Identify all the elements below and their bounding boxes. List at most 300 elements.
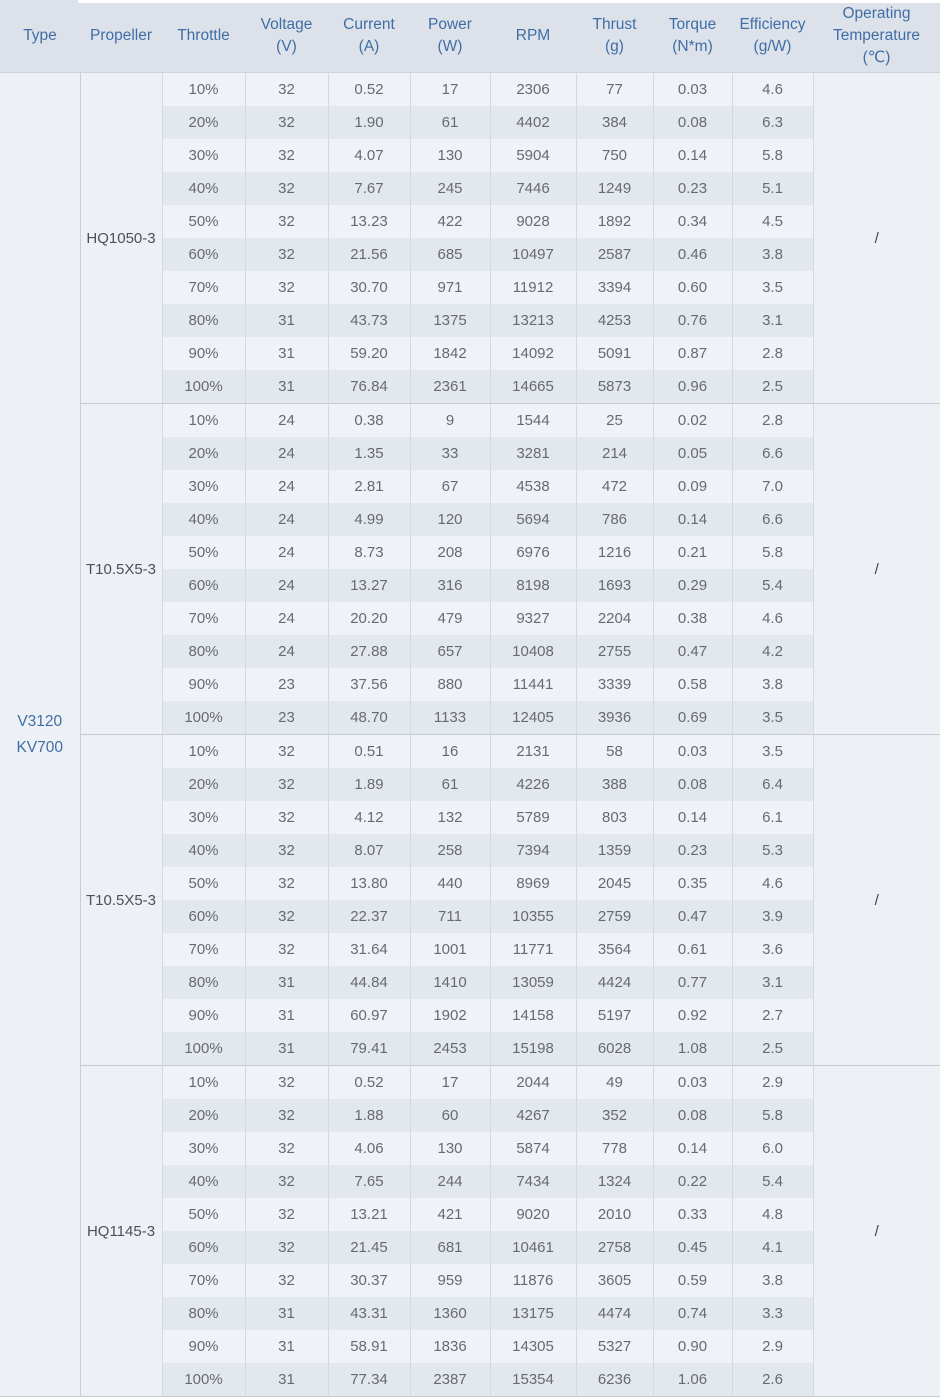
cell-throttle: 30% [162,139,245,172]
cell-current: 0.51 [328,735,410,769]
cell-rpm: 6976 [490,536,576,569]
cell-efficiency: 2.7 [732,999,813,1032]
header-row [0,0,940,73]
cell-voltage: 32 [245,867,328,900]
cell-voltage: 32 [245,172,328,205]
cell-efficiency: 2.8 [732,337,813,370]
cell-voltage: 32 [245,1099,328,1132]
cell-throttle: 60% [162,900,245,933]
cell-torque: 0.08 [653,1099,732,1132]
cell-efficiency: 6.3 [732,106,813,139]
cell-rpm: 11441 [490,668,576,701]
cell-efficiency: 5.8 [732,1099,813,1132]
column-header-line: (V) [276,38,297,55]
cell-throttle: 50% [162,205,245,238]
cell-torque: 0.35 [653,867,732,900]
cell-voltage: 32 [245,834,328,867]
cell-voltage: 32 [245,238,328,271]
cell-throttle: 50% [162,536,245,569]
cell-power: 681 [410,1231,490,1264]
cell-efficiency: 3.8 [732,668,813,701]
cell-torque: 0.69 [653,701,732,735]
cell-rpm: 4267 [490,1099,576,1132]
column-header-rpm [490,0,576,73]
column-header-line: (g/W) [753,38,792,55]
cell-thrust: 1324 [576,1165,653,1198]
cell-voltage: 32 [245,1231,328,1264]
column-header-line: (A) [358,38,380,55]
cell-throttle: 30% [162,801,245,834]
cell-rpm: 9020 [490,1198,576,1231]
cell-thrust: 2587 [576,238,653,271]
cell-thrust: 214 [576,437,653,470]
cell-power: 316 [410,569,490,602]
cell-voltage: 31 [245,370,328,404]
cell-thrust: 49 [576,1066,653,1100]
column-header-line: (℃) [862,49,891,66]
cell-voltage: 24 [245,503,328,536]
cell-rpm: 15354 [490,1363,576,1397]
cell-thrust: 1359 [576,834,653,867]
column-header-line: Thrust [592,16,637,33]
cell-thrust: 77 [576,73,653,107]
cell-efficiency: 3.5 [732,735,813,769]
cell-voltage: 31 [245,1297,328,1330]
cell-thrust: 352 [576,1099,653,1132]
cell-current: 79.41 [328,1032,410,1066]
cell-efficiency: 4.1 [732,1231,813,1264]
cell-efficiency: 3.3 [732,1297,813,1330]
cell-voltage: 32 [245,768,328,801]
cell-throttle: 10% [162,73,245,107]
cell-efficiency: 3.1 [732,966,813,999]
cell-thrust: 3339 [576,668,653,701]
cell-voltage: 31 [245,1032,328,1066]
cell-thrust: 2010 [576,1198,653,1231]
cell-voltage: 32 [245,1165,328,1198]
cell-current: 44.84 [328,966,410,999]
column-header-power [410,0,490,73]
cell-current: 8.07 [328,834,410,867]
cell-torque: 0.46 [653,238,732,271]
cell-power: 959 [410,1264,490,1297]
cell-efficiency: 4.5 [732,205,813,238]
cell-current: 58.91 [328,1330,410,1363]
cell-efficiency: 2.9 [732,1330,813,1363]
cell-thrust: 2204 [576,602,653,635]
cell-voltage: 32 [245,106,328,139]
cell-power: 1133 [410,701,490,735]
column-header-line: (N*m) [672,38,713,55]
cell-thrust: 1216 [576,536,653,569]
cell-thrust: 786 [576,503,653,536]
cell-torque: 0.87 [653,337,732,370]
cell-throttle: 100% [162,1032,245,1066]
cell-current: 0.52 [328,73,410,107]
cell-efficiency: 2.6 [732,1363,813,1397]
cell-current: 4.06 [328,1132,410,1165]
cell-current: 1.90 [328,106,410,139]
cell-voltage: 31 [245,999,328,1032]
cell-rpm: 10355 [490,900,576,933]
column-header-torque [653,0,732,73]
cell-rpm: 9028 [490,205,576,238]
cell-current: 30.70 [328,271,410,304]
cell-thrust: 472 [576,470,653,503]
column-header-type [0,0,80,73]
cell-rpm: 15198 [490,1032,576,1066]
cell-current: 8.73 [328,536,410,569]
table-row [0,404,940,438]
cell-power: 61 [410,768,490,801]
column-header-voltage [245,0,328,73]
cell-power: 1375 [410,304,490,337]
cell-current: 2.81 [328,470,410,503]
cell-thrust: 3394 [576,271,653,304]
cell-torque: 0.03 [653,73,732,107]
cell-rpm: 11771 [490,933,576,966]
cell-torque: 0.14 [653,801,732,834]
cell-current: 4.07 [328,139,410,172]
cell-efficiency: 6.0 [732,1132,813,1165]
cell-throttle: 50% [162,867,245,900]
cell-current: 13.80 [328,867,410,900]
cell-power: 1001 [410,933,490,966]
cell-efficiency: 4.2 [732,635,813,668]
cell-current: 13.23 [328,205,410,238]
cell-efficiency: 6.4 [732,768,813,801]
column-header-propeller [80,0,162,73]
cell-throttle: 10% [162,404,245,438]
cell-power: 130 [410,139,490,172]
cell-power: 479 [410,602,490,635]
cell-throttle: 20% [162,1099,245,1132]
cell-thrust: 58 [576,735,653,769]
cell-power: 422 [410,205,490,238]
cell-throttle: 30% [162,1132,245,1165]
cell-rpm: 2044 [490,1066,576,1100]
cell-power: 245 [410,172,490,205]
cell-current: 1.89 [328,768,410,801]
cell-rpm: 10408 [490,635,576,668]
cell-torque: 0.23 [653,834,732,867]
column-header-line: Propeller [89,27,153,44]
cell-throttle: 80% [162,304,245,337]
column-header-line: Current [343,16,395,33]
cell-voltage: 23 [245,701,328,735]
cell-rpm: 13059 [490,966,576,999]
propeller-cell: HQ1145-3 [80,1066,162,1397]
cell-rpm: 5694 [490,503,576,536]
cell-torque: 0.02 [653,404,732,438]
cell-thrust: 5873 [576,370,653,404]
cell-thrust: 2755 [576,635,653,668]
cell-power: 130 [410,1132,490,1165]
cell-rpm: 14092 [490,337,576,370]
cell-thrust: 3605 [576,1264,653,1297]
cell-torque: 0.92 [653,999,732,1032]
cell-power: 1902 [410,999,490,1032]
cell-current: 13.27 [328,569,410,602]
cell-current: 1.88 [328,1099,410,1132]
column-header-line: RPM [515,27,551,44]
cell-throttle: 70% [162,271,245,304]
column-header-efficiency [732,0,813,73]
cell-torque: 0.03 [653,1066,732,1100]
cell-rpm: 7434 [490,1165,576,1198]
cell-power: 880 [410,668,490,701]
cell-torque: 0.47 [653,635,732,668]
cell-current: 30.37 [328,1264,410,1297]
cell-torque: 0.45 [653,1231,732,1264]
cell-power: 971 [410,271,490,304]
cell-throttle: 80% [162,1297,245,1330]
cell-torque: 0.38 [653,602,732,635]
cell-power: 16 [410,735,490,769]
cell-voltage: 31 [245,1363,328,1397]
cell-rpm: 2306 [490,73,576,107]
cell-voltage: 32 [245,1066,328,1100]
cell-torque: 0.34 [653,205,732,238]
cell-voltage: 32 [245,73,328,107]
cell-efficiency: 5.3 [732,834,813,867]
cell-current: 7.65 [328,1165,410,1198]
cell-thrust: 5327 [576,1330,653,1363]
cell-thrust: 4424 [576,966,653,999]
cell-thrust: 5197 [576,999,653,1032]
column-header-line: Operating [842,5,911,22]
cell-power: 2387 [410,1363,490,1397]
cell-voltage: 23 [245,668,328,701]
cell-torque: 0.21 [653,536,732,569]
cell-thrust: 1892 [576,205,653,238]
cell-torque: 0.08 [653,768,732,801]
table-row [0,735,940,769]
type-line: KV700 [16,738,64,756]
cell-current: 13.21 [328,1198,410,1231]
cell-efficiency: 5.4 [732,1165,813,1198]
cell-current: 1.35 [328,437,410,470]
cell-throttle: 10% [162,735,245,769]
cell-current: 59.20 [328,337,410,370]
cell-torque: 0.22 [653,1165,732,1198]
cell-rpm: 11912 [490,271,576,304]
cell-torque: 0.05 [653,437,732,470]
cell-power: 244 [410,1165,490,1198]
cell-voltage: 24 [245,569,328,602]
cell-efficiency: 3.8 [732,238,813,271]
column-header-line: Temperature [832,27,920,44]
column-header-throttle [162,0,245,73]
cell-throttle: 60% [162,569,245,602]
cell-rpm: 14158 [490,999,576,1032]
cell-torque: 0.60 [653,271,732,304]
cell-throttle: 50% [162,1198,245,1231]
cell-power: 1836 [410,1330,490,1363]
cell-efficiency: 3.5 [732,701,813,735]
cell-rpm: 13213 [490,304,576,337]
cell-rpm: 14665 [490,370,576,404]
cell-power: 1842 [410,337,490,370]
column-header-thrust [576,0,653,73]
cell-voltage: 24 [245,536,328,569]
cell-throttle: 70% [162,933,245,966]
cell-current: 37.56 [328,668,410,701]
cell-rpm: 5789 [490,801,576,834]
cell-throttle: 80% [162,966,245,999]
cell-rpm: 3281 [490,437,576,470]
column-header-line: Efficiency [739,16,806,33]
cell-thrust: 750 [576,139,653,172]
cell-torque: 0.03 [653,735,732,769]
cell-throttle: 30% [162,470,245,503]
cell-torque: 1.08 [653,1032,732,1066]
cell-torque: 0.29 [653,569,732,602]
cell-rpm: 7446 [490,172,576,205]
cell-voltage: 24 [245,470,328,503]
cell-voltage: 32 [245,1264,328,1297]
cell-current: 0.38 [328,404,410,438]
cell-efficiency: 3.1 [732,304,813,337]
cell-thrust: 3936 [576,701,653,735]
cell-power: 60 [410,1099,490,1132]
cell-rpm: 5904 [490,139,576,172]
cell-rpm: 9327 [490,602,576,635]
cell-power: 33 [410,437,490,470]
cell-torque: 0.14 [653,503,732,536]
cell-throttle: 90% [162,668,245,701]
cell-power: 657 [410,635,490,668]
cell-torque: 0.08 [653,106,732,139]
column-header-line: (g) [605,38,624,55]
cell-power: 17 [410,1066,490,1100]
cell-thrust: 2759 [576,900,653,933]
cell-rpm: 11876 [490,1264,576,1297]
cell-throttle: 60% [162,238,245,271]
cell-rpm: 4226 [490,768,576,801]
cell-throttle: 20% [162,106,245,139]
cell-current: 43.31 [328,1297,410,1330]
cell-power: 1360 [410,1297,490,1330]
cell-throttle: 10% [162,1066,245,1100]
type-cell [0,73,80,1397]
operating-temperature-cell: / [813,404,940,735]
column-header-operating-temperature [813,0,940,73]
cell-thrust: 25 [576,404,653,438]
propeller-cell: T10.5X5-3 [80,404,162,735]
cell-current: 21.56 [328,238,410,271]
cell-voltage: 31 [245,1330,328,1363]
cell-efficiency: 2.8 [732,404,813,438]
cell-current: 76.84 [328,370,410,404]
cell-voltage: 31 [245,337,328,370]
cell-voltage: 31 [245,304,328,337]
cell-power: 2361 [410,370,490,404]
operating-temperature-cell: / [813,73,940,404]
operating-temperature-cell: / [813,735,940,1066]
cell-current: 7.67 [328,172,410,205]
cell-efficiency: 4.6 [732,602,813,635]
cell-voltage: 24 [245,404,328,438]
cell-throttle: 40% [162,503,245,536]
cell-throttle: 100% [162,1363,245,1397]
cell-torque: 0.58 [653,668,732,701]
cell-throttle: 100% [162,370,245,404]
table-row [0,73,940,107]
cell-rpm: 4538 [490,470,576,503]
column-header-line: Torque [668,16,717,33]
cell-throttle: 40% [162,834,245,867]
cell-voltage: 31 [245,966,328,999]
cell-current: 48.70 [328,701,410,735]
cell-power: 421 [410,1198,490,1231]
cell-thrust: 384 [576,106,653,139]
cell-rpm: 13175 [490,1297,576,1330]
cell-throttle: 80% [162,635,245,668]
cell-thrust: 4253 [576,304,653,337]
cell-throttle: 90% [162,1330,245,1363]
cell-current: 20.20 [328,602,410,635]
cell-voltage: 32 [245,139,328,172]
cell-voltage: 32 [245,735,328,769]
cell-current: 31.64 [328,933,410,966]
cell-rpm: 7394 [490,834,576,867]
column-header-line: (W) [437,38,463,55]
cell-throttle: 20% [162,768,245,801]
cell-current: 43.73 [328,304,410,337]
cell-efficiency: 6.6 [732,437,813,470]
cell-efficiency: 2.5 [732,1032,813,1066]
cell-torque: 1.06 [653,1363,732,1397]
cell-torque: 0.59 [653,1264,732,1297]
cell-power: 132 [410,801,490,834]
cell-thrust: 3564 [576,933,653,966]
cell-thrust: 5091 [576,337,653,370]
cell-current: 4.99 [328,503,410,536]
cell-power: 9 [410,404,490,438]
cell-thrust: 803 [576,801,653,834]
cell-throttle: 100% [162,701,245,735]
cell-efficiency: 4.6 [732,73,813,107]
cell-power: 1410 [410,966,490,999]
cell-torque: 0.47 [653,900,732,933]
cell-thrust: 2758 [576,1231,653,1264]
cell-current: 77.34 [328,1363,410,1397]
cell-efficiency: 5.1 [732,172,813,205]
cell-throttle: 40% [162,172,245,205]
cell-efficiency: 3.8 [732,1264,813,1297]
propeller-cell: HQ1050-3 [80,73,162,404]
cell-power: 685 [410,238,490,271]
cell-thrust: 4474 [576,1297,653,1330]
cell-torque: 0.23 [653,172,732,205]
cell-thrust: 2045 [576,867,653,900]
column-header-line: Throttle [177,27,230,44]
cell-torque: 0.74 [653,1297,732,1330]
cell-power: 711 [410,900,490,933]
cell-power: 440 [410,867,490,900]
cell-throttle: 20% [162,437,245,470]
cell-torque: 0.14 [653,1132,732,1165]
cell-torque: 0.90 [653,1330,732,1363]
cell-current: 0.52 [328,1066,410,1100]
cell-current: 60.97 [328,999,410,1032]
cell-throttle: 70% [162,1264,245,1297]
cell-efficiency: 7.0 [732,470,813,503]
cell-throttle: 90% [162,337,245,370]
cell-voltage: 32 [245,271,328,304]
cell-power: 61 [410,106,490,139]
